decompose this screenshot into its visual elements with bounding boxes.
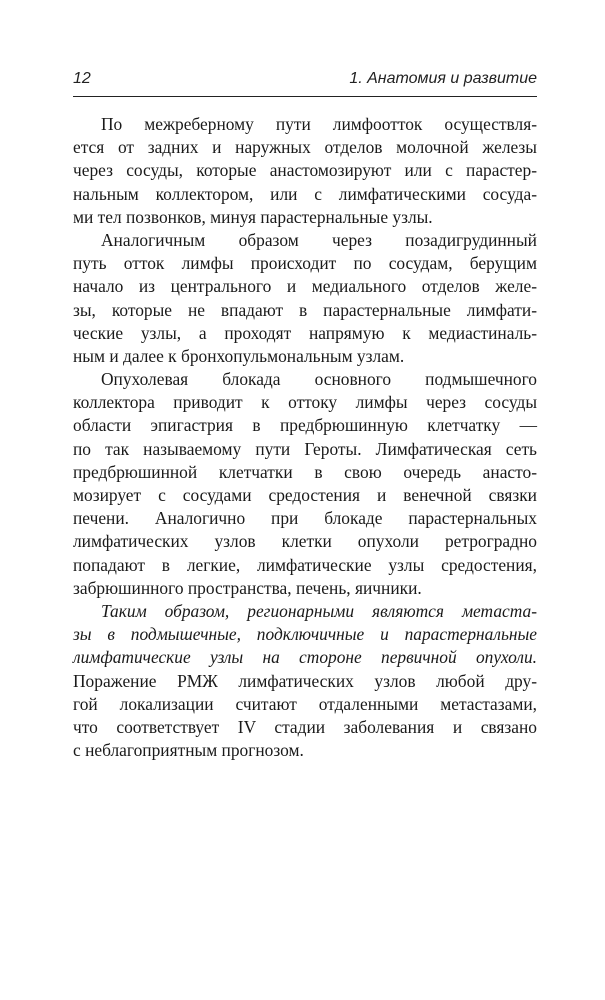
paragraph-4: [73, 600, 537, 762]
text-line: попадают в легкие, лимфатические узлы средостения,: [73, 554, 537, 575]
text-line: мозирует с сосудами средостения и венечной связки: [73, 485, 537, 505]
page-header: [73, 68, 537, 97]
text-line: через сосуды, которые анастомозируют или с парастер-: [73, 160, 537, 181]
text-line: забрюшинного пространства, печень, яичники.: [73, 577, 422, 598]
text-line: ется от задних и наружных отделов молочной железы: [73, 137, 537, 158]
text-line: что соответствует IV стадии заболевания и связано: [73, 716, 537, 737]
paragraph-3: [73, 368, 537, 600]
italic-text-line: лимфатические узлы на стороне первичной опухоли.: [73, 647, 537, 668]
text-line: зы, которые не впадают в парастернальные лимфати-: [73, 299, 537, 320]
text-line: нальным коллектором, или с лимфатическими сосуда-: [73, 183, 537, 204]
text-line: по так называемому пути Героты. Лимфатическая сеть: [73, 438, 537, 459]
text-line: Аналогичным образом через позадигрудинный: [101, 229, 537, 250]
text-line: области эпигастрия в предбрюшинную клетчатку —: [73, 415, 537, 436]
text-line: ческие узлы, а проходят напрямую к медиастиналь-: [73, 322, 537, 343]
text-line: гой локализации считают отдаленными метастазами,: [73, 693, 537, 714]
paragraph-2: [73, 229, 537, 368]
text-line: Поражение РМЖ лимфатических узлов любой дру-: [73, 670, 537, 691]
text-line: ми тел позвонков, минуя парастернальные узлы.: [73, 206, 433, 227]
page-body: [73, 113, 537, 762]
text-line: лимфатических узлов клетки опухоли ретроградно: [73, 531, 537, 552]
text-line: ным и далее к бронхопульмональным узлам.: [73, 345, 405, 366]
text-line: предбрюшинной клетчатки в свою очередь анасто-: [73, 461, 537, 482]
text-line: с неблагоприятным прогнозом.: [73, 740, 304, 761]
italic-text-line: зы в подмышечные, подключичные и парастернальные: [73, 624, 537, 645]
text-line: начало из центрального и медиального отделов желе-: [73, 276, 537, 297]
text-line: Опухолевая блокада основного подмышечного: [101, 369, 537, 390]
page-number: 12: [73, 70, 91, 87]
text-line: путь отток лимфы происходит по сосудам, берущим: [73, 253, 537, 274]
text-line: По межреберному пути лимфоотток осуществля-: [101, 114, 537, 134]
text-line: коллектора приводит к оттоку лимфы через сосуды: [73, 392, 537, 413]
paragraph-1: [73, 113, 537, 229]
text-line: печени. Аналогично при блокаде парастернальных: [73, 508, 537, 529]
running-title: 1. Анатомия и развитие: [349, 70, 537, 87]
italic-text-line: Таким образом, регионарными являются метаста-: [101, 600, 537, 621]
